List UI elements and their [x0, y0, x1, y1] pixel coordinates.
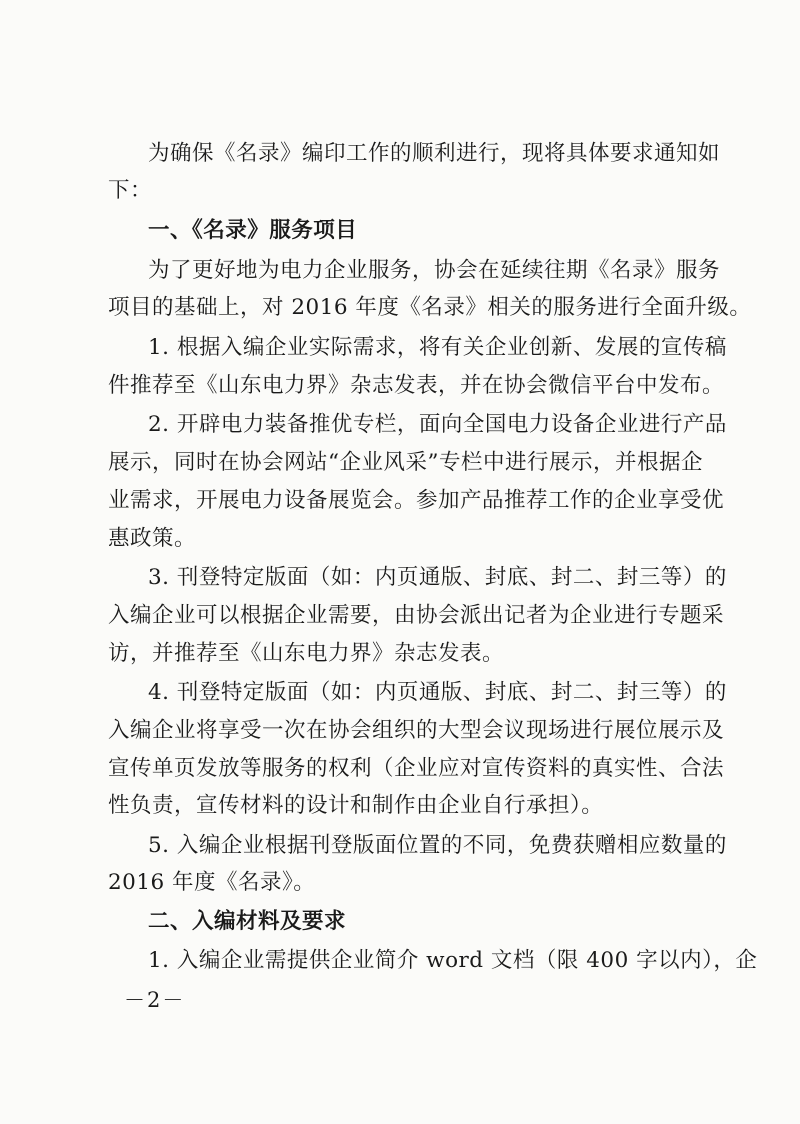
section-heading-1: 一、《名录》服务项目	[148, 218, 358, 243]
item-5-line-2: 2016 年度《名录》。	[108, 870, 316, 895]
item-2-line-3: 业需求，开展电力设备展览会。参加产品推荐工作的企业享受优	[108, 488, 725, 513]
page-number: －2－	[124, 988, 186, 1012]
item-2-line-1: 2. 开辟电力装备推优专栏，面向全国电力设备企业进行产品	[148, 412, 727, 437]
paragraph-section1-line-1: 为了更好地为电力企业服务，协会在延续往期《名录》服务	[148, 258, 721, 283]
item-4-line-1: 4. 刊登特定版面（如：内页通版、封底、封二、封三等）的	[148, 680, 727, 705]
paragraph-intro-line-2: 下：	[108, 178, 153, 203]
item-4-line-3: 宣传单页发放等服务的权利（企业应对宣传资料的真实性、合法	[108, 756, 725, 781]
item-3-line-1: 3. 刊登特定版面（如：内页通版、封底、封二、封三等）的	[148, 565, 727, 590]
item-2-line-2: 展示，同时在协会网站“企业风采”专栏中进行展示，并根据企	[108, 450, 703, 475]
item-4-line-2: 入编企业将享受一次在协会组织的大型会议现场进行展位展示及	[108, 718, 725, 743]
item-2-line-4: 惠政策。	[108, 526, 197, 551]
paragraph-section1-line-2: 项目的基础上，对 2016 年度《名录》相关的服务进行全面升级。	[108, 295, 752, 320]
paragraph-intro-line-1: 为确保《名录》编印工作的顺利进行，现将具体要求通知如	[148, 141, 721, 166]
item-3-line-2: 入编企业可以根据企业需要，由协会派出记者为企业进行专题采	[108, 603, 725, 628]
section2-item-1-line-1: 1. 入编企业需提供企业简介 word 文档（限 400 字以内），企	[148, 948, 758, 973]
item-5-line-1: 5. 入编企业根据刊登版面位置的不同，免费获赠相应数量的	[148, 833, 727, 858]
item-4-line-4: 性负责，宣传材料的设计和制作由企业自行承担）。	[108, 793, 604, 818]
item-3-line-3: 访，并推荐至《山东电力界》杂志发表。	[108, 641, 505, 666]
item-1-line-2: 件推荐至《山东电力界》杂志发表，并在协会微信平台中发布。	[108, 373, 725, 398]
item-1-line-1: 1. 根据入编企业实际需求，将有关企业创新、发展的宣传稿	[148, 335, 727, 360]
section-heading-2: 二、入编材料及要求	[148, 909, 347, 934]
